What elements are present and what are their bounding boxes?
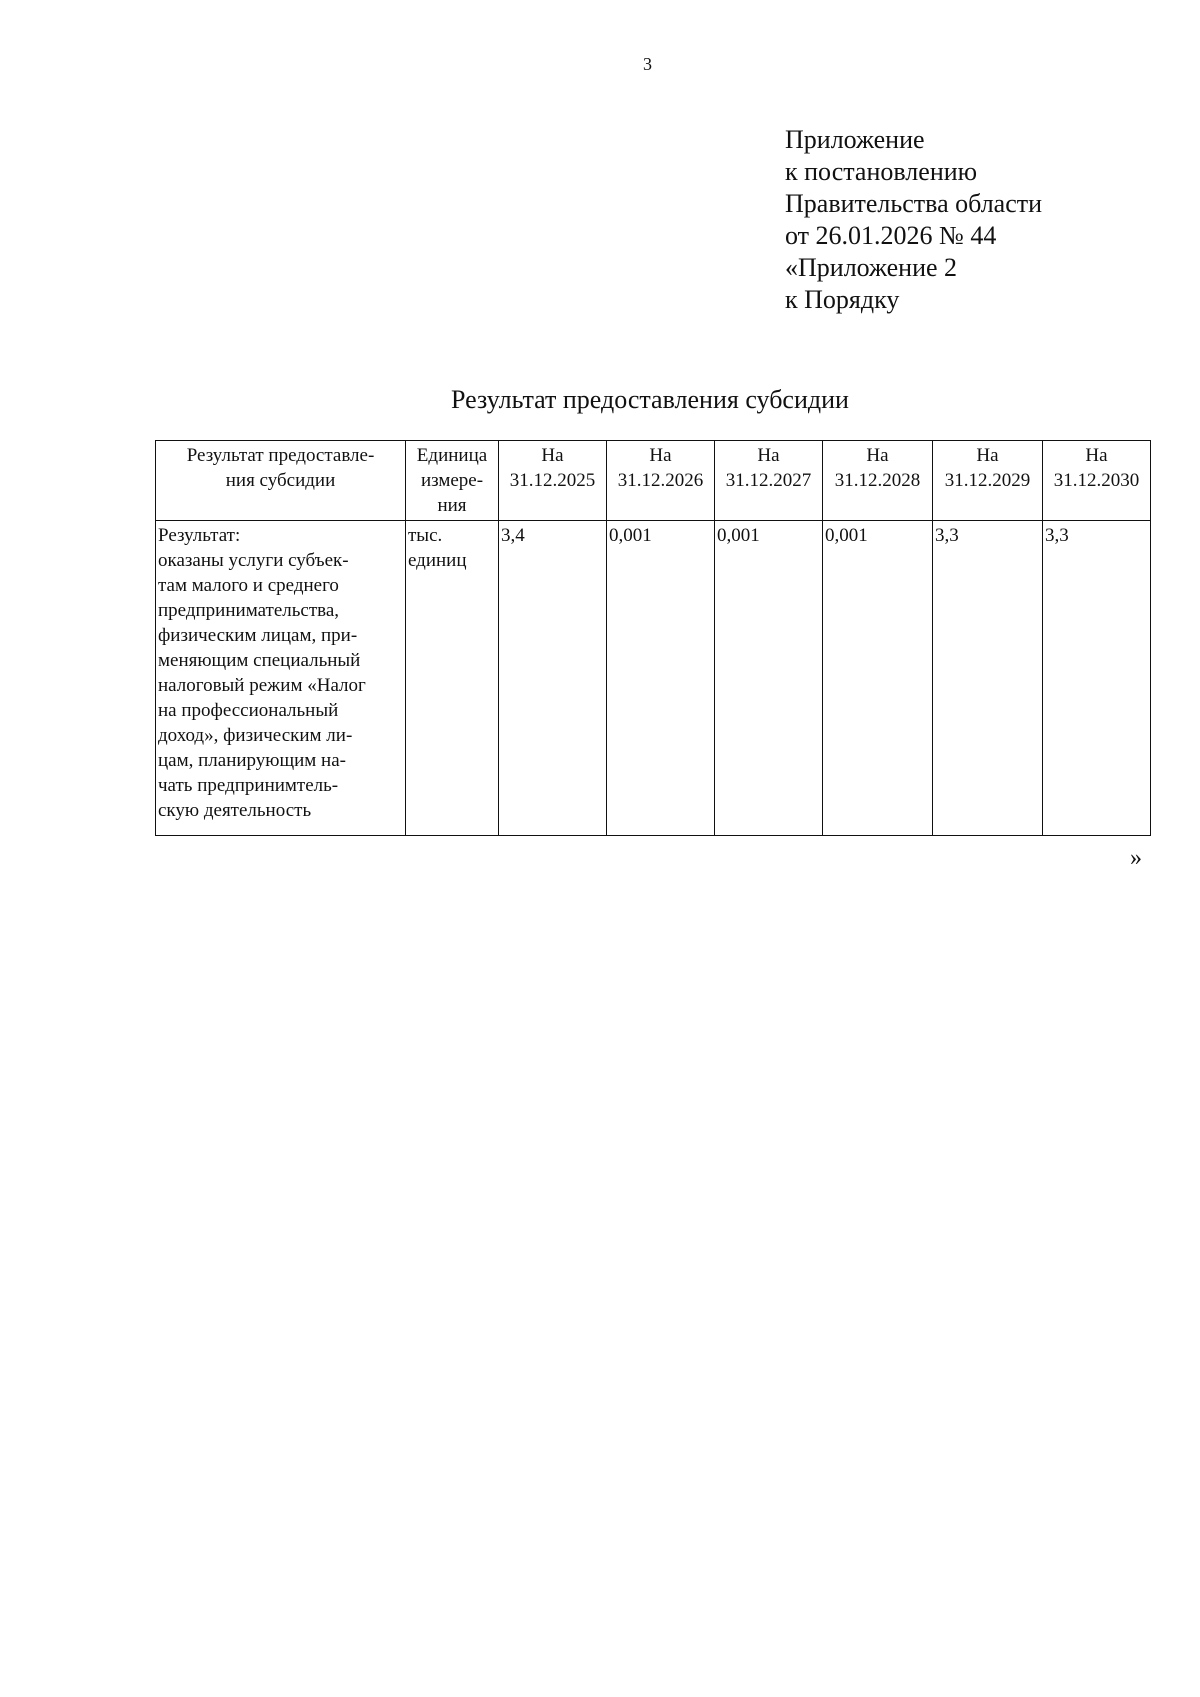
header-result-line: Результат предоставле-: [186, 445, 375, 466]
table-row: [156, 521, 1151, 836]
result-line: предпринимательства,: [158, 600, 340, 621]
result-line: доход», физическим ли-: [158, 725, 353, 746]
header-date-value: 31.12.2030: [1053, 470, 1140, 491]
unit-line: тыс.: [408, 525, 443, 546]
header-unit-line: ния: [437, 495, 467, 516]
result-line: Результат:: [158, 525, 241, 546]
header-date-prefix: На: [1085, 445, 1108, 466]
result-line: чать предпринимтель-: [158, 775, 339, 796]
appendix-line: Приложение: [785, 125, 925, 154]
result-line: оказаны услуги субъек-: [158, 550, 349, 571]
header-unit-line: Единица: [416, 445, 488, 466]
value-2029: 3,3: [933, 521, 1043, 836]
header-date-prefix: На: [541, 445, 564, 466]
appendix-block: [785, 124, 1042, 316]
result-description-cell: [156, 521, 406, 836]
appendix-line: от 26.01.2026 № 44: [785, 221, 997, 250]
header-date-2026: [607, 441, 715, 521]
result-line: налоговый режим «Налог: [158, 675, 366, 696]
result-line: меняющим специальный: [158, 650, 361, 671]
header-date-value: 31.12.2028: [834, 470, 921, 491]
unit-line: единиц: [408, 550, 467, 571]
result-line: скую деятельность: [158, 800, 312, 821]
header-date-2029: [933, 441, 1043, 521]
header-date-value: 31.12.2027: [725, 470, 812, 491]
header-result-line: ния субсидии: [225, 470, 336, 491]
document-title: Результат предоставления субсидии: [451, 385, 849, 414]
value-2028: 0,001: [823, 521, 933, 836]
unit-cell: [406, 521, 499, 836]
result-line: цам, планирующим на-: [158, 750, 346, 771]
result-line: там малого и среднего: [158, 575, 339, 596]
result-line: физическим лицам, при-: [158, 625, 358, 646]
header-date-2030: [1043, 441, 1151, 521]
appendix-line: «Приложение 2: [785, 253, 958, 282]
header-date-value: 31.12.2025: [509, 470, 596, 491]
value-2026: 0,001: [607, 521, 715, 836]
value-2027: 0,001: [715, 521, 823, 836]
value-2030: 3,3: [1043, 521, 1151, 836]
result-line: на профессиональный: [158, 700, 339, 721]
value-2025: 3,4: [499, 521, 607, 836]
results-table: [155, 440, 1151, 836]
appendix-line: к Порядку: [785, 285, 900, 314]
header-date-2028: [823, 441, 933, 521]
header-date-prefix: На: [976, 445, 999, 466]
closing-quote: »: [1130, 845, 1142, 871]
header-date-prefix: На: [866, 445, 889, 466]
header-date-prefix: На: [757, 445, 780, 466]
header-unit-line: измере-: [420, 470, 484, 491]
header-result: [156, 441, 406, 521]
header-date-2027: [715, 441, 823, 521]
table-header-row: [156, 441, 1151, 521]
header-unit: [406, 441, 499, 521]
header-date-value: 31.12.2029: [944, 470, 1031, 491]
appendix-line: к постановлению: [785, 157, 978, 186]
header-date-value: 31.12.2026: [617, 470, 704, 491]
page-number: 3: [643, 54, 652, 74]
appendix-line: Правительства области: [785, 189, 1043, 218]
header-date-prefix: На: [649, 445, 672, 466]
header-date-2025: [499, 441, 607, 521]
